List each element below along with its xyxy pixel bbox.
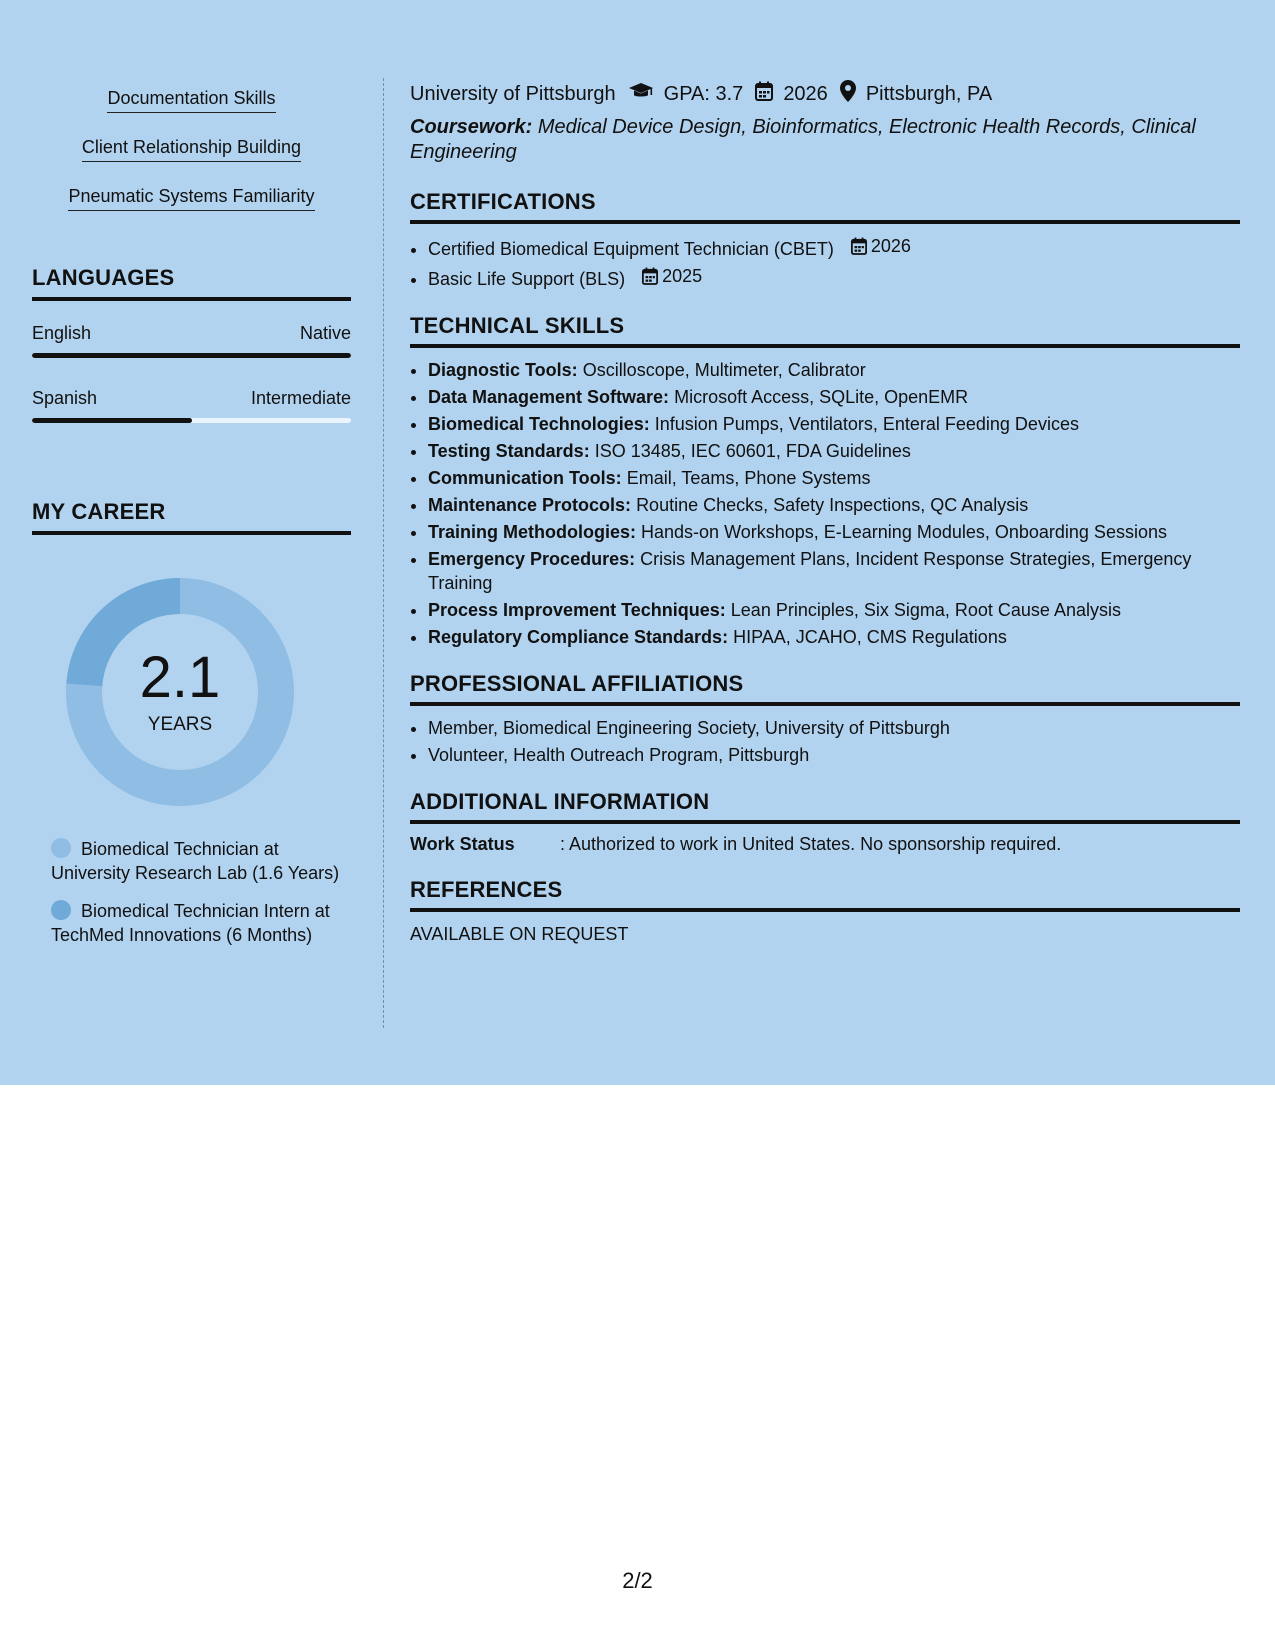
additional-info-heading: ADDITIONAL INFORMATION xyxy=(410,789,1240,824)
language-proficiency-fill xyxy=(32,353,351,358)
legend-label: Biomedical Technician Intern at TechMed Innovations (6 Months) xyxy=(51,901,330,945)
left-column xyxy=(32,78,351,961)
affiliations-heading: PROFESSIONAL AFFILIATIONS xyxy=(410,671,1240,706)
coursework-list: Medical Device Design, Bioinformatics, Electronic Health Records, Clinical Engineering xyxy=(410,116,1196,163)
certifications-list xyxy=(410,234,1240,291)
skill-value: Email, Teams, Phone Systems xyxy=(626,468,871,488)
skill-label: Maintenance Protocols: xyxy=(428,495,632,515)
certification-name: Certified Biomedical Equipment Technician (CBET) xyxy=(428,239,834,259)
school-location: Pittsburgh, PA xyxy=(865,82,993,105)
skill-label: Biomedical Technologies: xyxy=(428,414,650,434)
skill-label: Emergency Procedures: xyxy=(428,549,636,569)
graduation-cap-icon xyxy=(628,82,654,106)
list-item xyxy=(428,493,1240,517)
certifications-section xyxy=(410,189,1240,291)
certification-date xyxy=(851,234,911,258)
language-row xyxy=(32,323,351,344)
legend-label: Biomedical Technician at University Research Lab (1.6 Years) xyxy=(51,839,340,883)
skill-item: Documentation Skills xyxy=(107,88,275,113)
language-row xyxy=(32,388,351,409)
list-item: • Member, Biomedical Engineering Society, University of Pittsburgh xyxy=(428,716,1240,740)
language-proficiency-bar xyxy=(32,353,351,358)
technical-skills-section xyxy=(410,313,1240,649)
career-heading: MY CAREER xyxy=(32,499,351,535)
certifications-heading: CERTIFICATIONS xyxy=(410,189,1240,224)
career-legend xyxy=(51,837,341,947)
skill-item: Client Relationship Building xyxy=(82,137,301,162)
calendar-icon xyxy=(755,81,773,107)
technical-skills-heading: TECHNICAL SKILLS xyxy=(410,313,1240,348)
technical-skills-list xyxy=(410,358,1240,649)
skill-label: Testing Standards: xyxy=(428,441,590,461)
languages-heading: LANGUAGES xyxy=(32,265,351,301)
right-column xyxy=(410,80,1240,945)
education-line xyxy=(410,80,1240,108)
affiliations-section xyxy=(410,671,1240,767)
skill-value: Hands-on Workshops, E-Learning Modules, Onboarding Sessions xyxy=(641,522,1167,542)
languages-section xyxy=(32,265,351,423)
list-item xyxy=(428,234,1240,261)
work-status-label: Work Status xyxy=(410,834,515,854)
affiliations-list xyxy=(410,716,1240,767)
certification-year: 2025 xyxy=(662,266,703,286)
career-total-years: 2.1 xyxy=(139,645,221,710)
skill-label: Regulatory Compliance Standards: xyxy=(428,627,729,647)
list-item xyxy=(428,439,1240,463)
skill-value: Lean Principles, Six Sigma, Root Cause Analysis xyxy=(730,600,1121,620)
work-status-row xyxy=(410,834,1240,855)
location-pin-icon xyxy=(840,80,856,108)
list-item: • Volunteer, Health Outreach Program, Pittsburgh xyxy=(428,743,1240,767)
list-item xyxy=(428,598,1240,622)
skill-value: Infusion Pumps, Ventilators, Enteral Feeding Devices xyxy=(654,414,1079,434)
list-item xyxy=(428,547,1240,595)
language-proficiency-fill xyxy=(32,418,192,423)
skill-label: Data Management Software: xyxy=(428,387,670,407)
column-divider xyxy=(383,78,384,1028)
skill-label: Process Improvement Techniques: xyxy=(428,600,726,620)
certification-date xyxy=(642,264,702,288)
language-level: Intermediate xyxy=(250,388,351,408)
references-heading: REFERENCES xyxy=(410,877,1240,912)
coursework xyxy=(410,115,1240,165)
work-status-value: : Authorized to work in United States. No sponsorship required. xyxy=(560,834,1062,854)
gpa: GPA: 3.7 xyxy=(663,82,744,105)
coursework-label: Coursework: xyxy=(410,116,533,138)
skill-label: Training Methodologies: xyxy=(428,522,636,542)
list-item xyxy=(428,466,1240,490)
certification-name: Basic Life Support (BLS) xyxy=(428,269,626,289)
legend-dot xyxy=(51,838,71,858)
skill-value: Routine Checks, Safety Inspections, QC Analysis xyxy=(636,495,1029,515)
list-item xyxy=(428,264,1240,291)
references-section xyxy=(410,877,1240,945)
career-section xyxy=(32,499,351,947)
graduation-year: 2026 xyxy=(783,82,828,105)
language-level: Native xyxy=(299,323,351,343)
list-item xyxy=(428,385,1240,409)
page-number: 2/2 xyxy=(622,1568,653,1593)
career-total-unit: YEARS xyxy=(147,714,213,735)
additional-info-section xyxy=(410,789,1240,855)
legend-item xyxy=(51,899,341,947)
school-name: University of Pittsburgh xyxy=(410,82,616,105)
skill-value: Crisis Management Plans, Incident Response Strategies, Emergency Training xyxy=(428,549,1192,593)
skill-item: Pneumatic Systems Familiarity xyxy=(68,186,314,211)
certification-year: 2026 xyxy=(870,236,911,256)
list-item xyxy=(428,520,1240,544)
skill-label: Communication Tools: xyxy=(428,468,622,488)
legend-dot xyxy=(51,900,71,920)
calendar-icon xyxy=(851,237,867,255)
list-item xyxy=(428,625,1240,649)
skill-value: ISO 13485, IEC 60601, FDA Guidelines xyxy=(594,441,911,461)
references-text: AVAILABLE ON REQUEST xyxy=(410,924,629,944)
skill-value: Oscilloscope, Multimeter, Calibrator xyxy=(582,360,866,380)
language-name: Spanish xyxy=(32,388,98,408)
skill-list xyxy=(32,78,351,225)
list-item xyxy=(428,358,1240,382)
language-proficiency-bar xyxy=(32,418,351,423)
list-item xyxy=(428,412,1240,436)
calendar-icon xyxy=(642,267,658,285)
career-donut-chart xyxy=(65,577,295,807)
skill-value: Microsoft Access, SQLite, OpenEMR xyxy=(674,387,969,407)
legend-item xyxy=(51,837,341,885)
skill-value: HIPAA, JCAHO, CMS Regulations xyxy=(733,627,1007,647)
language-name: English xyxy=(32,323,92,343)
skill-label: Diagnostic Tools: xyxy=(428,360,578,380)
